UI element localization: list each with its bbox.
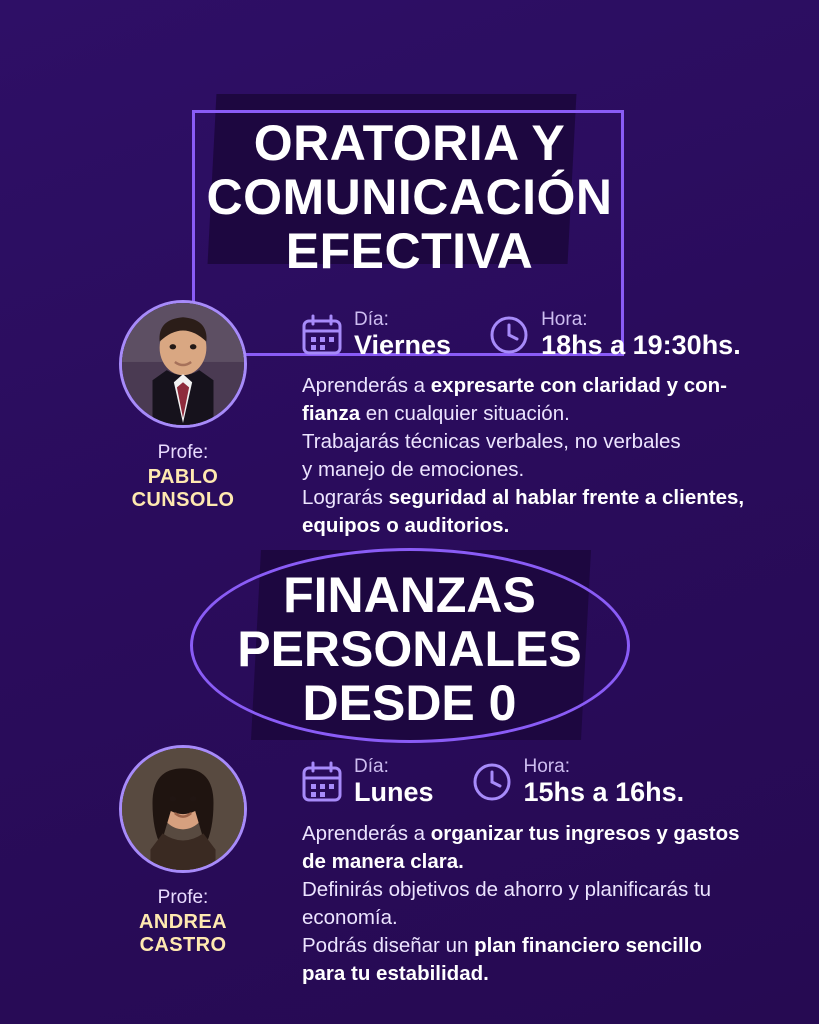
day-text <box>354 310 451 360</box>
section-1-day <box>300 310 451 360</box>
clock-icon <box>470 760 514 804</box>
time-value: 18hs a 19:30hs. <box>541 330 741 360</box>
section-2-day <box>300 757 434 807</box>
day-value: Lunes <box>354 777 434 807</box>
section-1-title-block <box>0 86 819 286</box>
clock-icon <box>487 313 531 357</box>
time-text <box>524 757 685 807</box>
time-label: Hora: <box>523 756 570 777</box>
time-value: 15hs a 16hs. <box>523 777 685 807</box>
section-2-description: Aprenderás a organizar tus ingresos y gastos de manera clara. Definirás objetivos de ahorro y planificarás tu economía. Podrás diseñar un plan financiero sencillo para tu estabilidad. <box>302 822 740 985</box>
day-label: Día: <box>354 309 389 330</box>
teacher-role-label: Profe: <box>157 887 209 908</box>
avatar <box>119 745 247 873</box>
section-2-title: FINANZAS PERSONALES DESDE 0 <box>237 567 582 731</box>
teacher-role-label: Profe: <box>157 442 209 463</box>
section-2-title-block <box>0 540 819 750</box>
time-text <box>541 310 741 360</box>
avatar-photo-pablo <box>122 303 244 425</box>
avatar <box>119 300 247 428</box>
avatar-photo-andrea <box>122 748 244 870</box>
teacher-name: ANDREA CASTRO <box>139 911 227 956</box>
section-1-time <box>487 310 741 360</box>
calendar-icon <box>300 313 344 357</box>
day-text <box>354 757 434 807</box>
section-2-teacher <box>108 745 258 957</box>
section-2-time <box>470 757 685 807</box>
section-2-schedule <box>300 752 800 812</box>
day-label: Día: <box>354 756 389 777</box>
section-1-title: ORATORIA Y COMUNICACIÓN EFECTIVA <box>206 115 613 279</box>
calendar-icon <box>300 760 344 804</box>
section-1-schedule <box>300 305 800 365</box>
teacher-name: PABLO CUNSOLO <box>131 466 235 511</box>
section-1-description: Aprenderás a expresarte con claridad y con- fianza en cualquier situación. Trabajarás técnicas verbales, no verbales y manejo de emociones. Lograrás seguridad al hablar frente a clientes, equipos o auditorios. <box>302 374 745 537</box>
time-label: Hora: <box>541 309 588 330</box>
day-value: Viernes <box>354 330 452 360</box>
section-1-teacher <box>108 300 258 512</box>
